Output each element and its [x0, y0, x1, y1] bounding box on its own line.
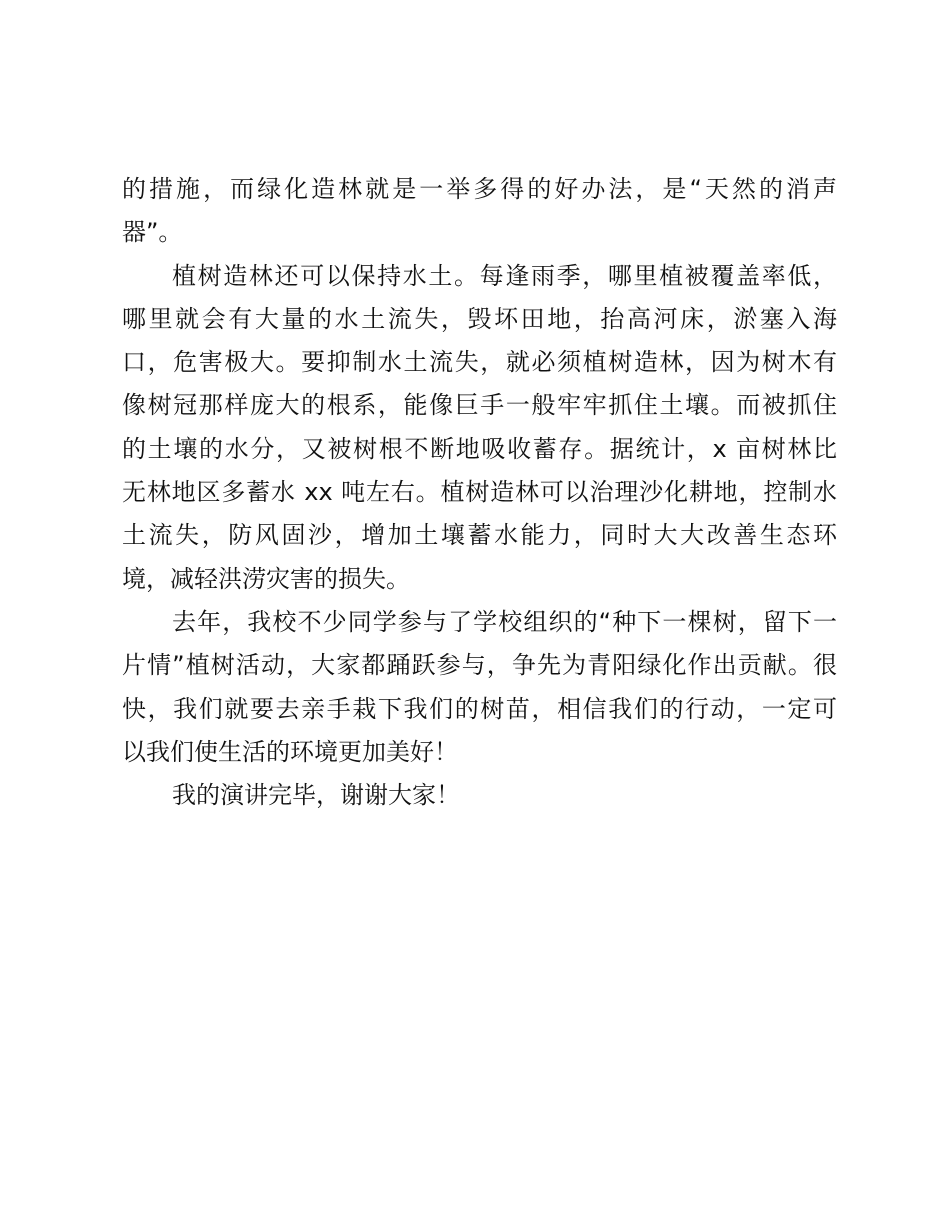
text-line: 境，减轻洪涝灾害的损失。 — [122, 564, 410, 593]
text-line: 片情”植树活动，大家都踊跃参与，争先为青阳绿化作出贡献。很 — [122, 651, 837, 680]
text-line: 植树造林还可以保持水土。每逢雨季，哪里植被覆盖率低， — [172, 261, 837, 290]
text-line: 无林地区多蓄水 xx 吨左右。植树造林可以治理沙化耕地，控制水 — [122, 478, 837, 507]
text-line: 的土壤的水分，又被树根不断地吸收蓄存。据统计，x 亩树林比 — [122, 434, 837, 463]
text-line: 我的演讲完毕，谢谢大家！ — [172, 781, 460, 810]
text-line: 口，危害极大。要抑制水土流失，就必须植树造林，因为树木有 — [122, 348, 837, 377]
speech-text-body — [122, 168, 837, 817]
text-line: 哪里就会有大量的水土流失，毁坏田地，抬高河床，淤塞入海 — [122, 304, 837, 333]
text-line: 土流失，防风固沙，增加土壤蓄水能力，同时大大改善生态环 — [122, 521, 837, 550]
paragraph-noise — [122, 168, 837, 255]
paragraph-closing — [122, 774, 837, 817]
text-line: 器”。 — [122, 218, 183, 247]
paragraph-activity — [122, 601, 837, 774]
text-line: 像树冠那样庞大的根系，能像巨手一般牢牢抓住土壤。而被抓住 — [122, 391, 837, 420]
text-line: 快，我们就要去亲手栽下我们的树苗，相信我们的行动，一定可 — [122, 694, 837, 723]
text-line: 以我们使生活的环境更加美好！ — [122, 737, 458, 766]
text-line: 的措施，而绿化造林就是一举多得的好办法，是“天然的消声 — [122, 175, 837, 203]
text-line: 去年，我校不少同学参与了学校组织的“种下一棵树，留下一 — [172, 607, 837, 636]
paragraph-soil — [122, 255, 837, 601]
